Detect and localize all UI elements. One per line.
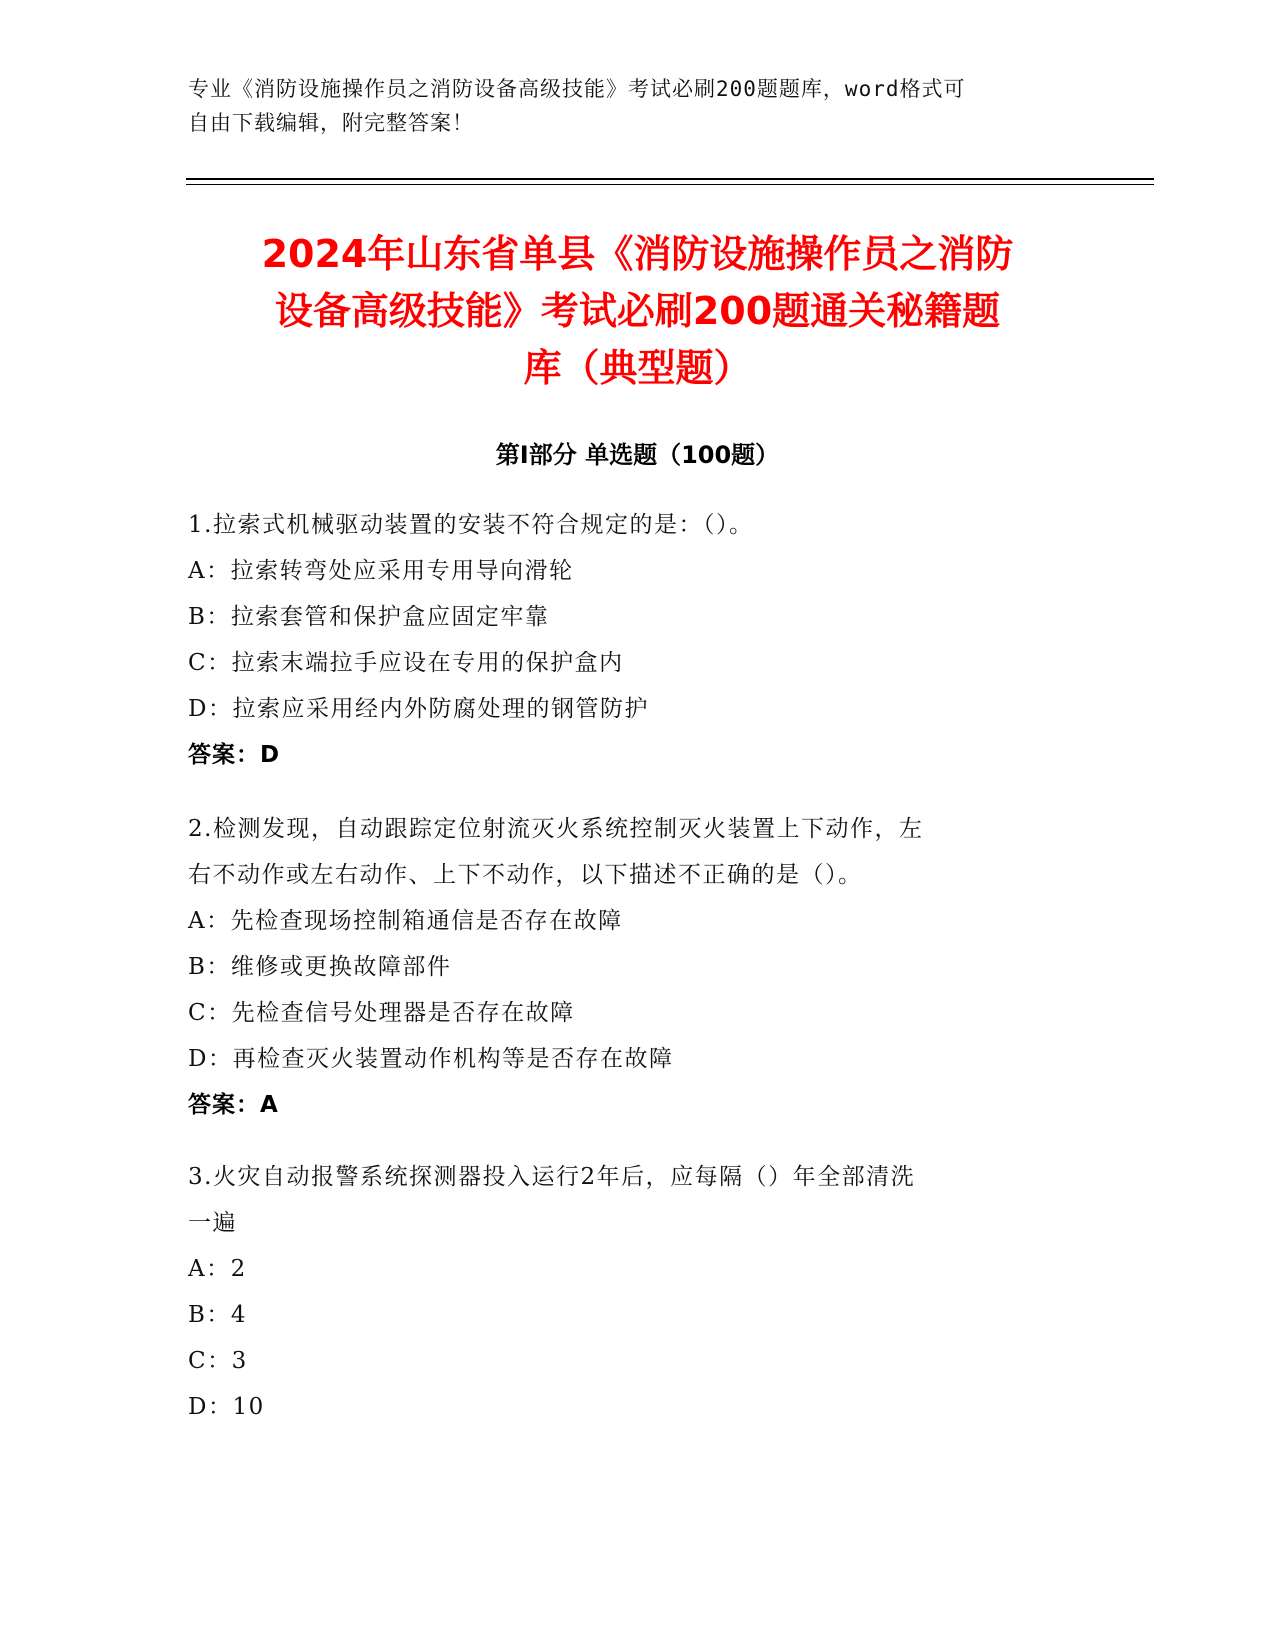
- option-a: A：2: [188, 1256, 247, 1282]
- option-d: D：再检查灭火装置动作机构等是否存在故障: [188, 1046, 674, 1072]
- answer-label: 答案：D: [188, 742, 281, 768]
- header-rule-thin: [186, 184, 1154, 185]
- title-line-3: 库（典型题）: [523, 346, 752, 390]
- document-intro: [188, 72, 1068, 140]
- question-stem: 2.检测发现，自动跟踪定位射流灭火系统控制灭火装置上下动作，左: [188, 816, 924, 842]
- header-rule-thick: [186, 178, 1154, 180]
- question-stem-continued: 右不动作或左右动作、上下不动作，以下描述不正确的是（）。: [188, 862, 863, 888]
- option-c: C：3: [188, 1348, 248, 1374]
- question-3: [188, 1154, 1088, 1430]
- option-a: A：拉索转弯处应采用专用导向滑轮: [188, 558, 574, 584]
- question-stem: 3.火灾自动报警系统探测器投入运行2年后，应每隔（）年全部清洗: [188, 1164, 916, 1190]
- question-stem: 1.拉索式机械驱动装置的安装不符合规定的是：（）。: [188, 512, 754, 538]
- document-title: [150, 226, 1125, 397]
- section-heading: 第I部分 单选题（100题）: [495, 441, 780, 469]
- question-1: [188, 502, 1088, 778]
- title-line-1: 2024年山东省单县《消防设施操作员之消防: [261, 232, 1014, 276]
- question-2: [188, 806, 1088, 1128]
- answer-label: 答案：A: [188, 1092, 279, 1118]
- question-stem-continued: 一遍: [188, 1210, 237, 1236]
- intro-line-1: 专业《消防设施操作员之消防设备高级技能》考试必刷200题题库，word格式可: [188, 77, 966, 101]
- title-line-2: 设备高级技能》考试必刷200题通关秘籍题: [274, 289, 1001, 333]
- option-b: B：4: [188, 1302, 248, 1328]
- option-a: A：先检查现场控制箱通信是否存在故障: [188, 908, 623, 934]
- option-d: D：10: [188, 1394, 265, 1420]
- option-c: C：先检查信号处理器是否存在故障: [188, 1000, 575, 1026]
- option-b: B：维修或更换故障部件: [188, 954, 452, 980]
- option-b: B：拉索套管和保护盒应固定牢靠: [188, 604, 550, 630]
- option-d: D：拉索应采用经内外防腐处理的钢管防护: [188, 696, 649, 722]
- intro-line-2: 自由下载编辑，附完整答案！: [188, 111, 474, 135]
- option-c: C：拉索末端拉手应设在专用的保护盒内: [188, 650, 624, 676]
